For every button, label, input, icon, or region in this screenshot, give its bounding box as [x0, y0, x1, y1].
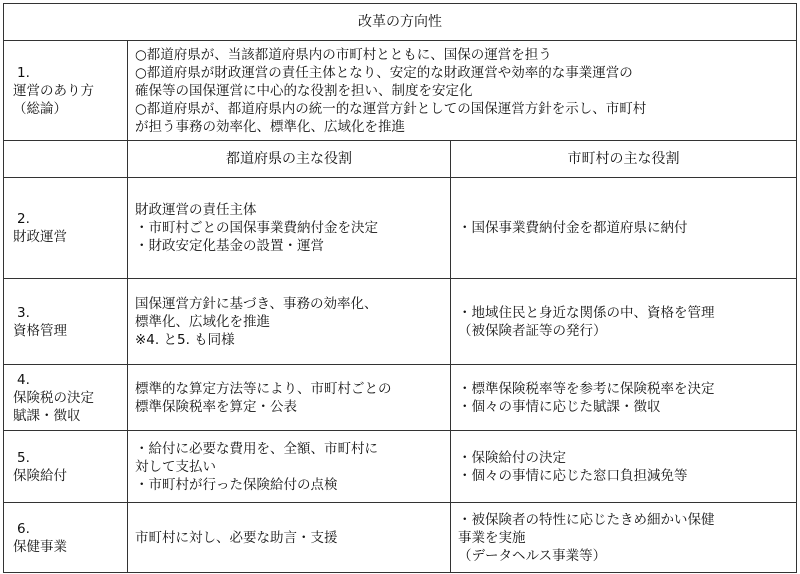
content-line: 国保運営方針に基づき、事務の効率化、 — [135, 295, 378, 312]
prefecture-role-cell — [128, 279, 451, 365]
municipality-role-cell — [451, 365, 797, 431]
row-label — [4, 365, 128, 431]
table-row — [4, 178, 797, 279]
content-line: 確保等の国保運営に中心的な役割を担い、制度を安定化 — [135, 82, 473, 99]
content-line: ・国保事業費納付金を都道府県に納付 — [458, 220, 688, 236]
content-line: （被保険者証等の発行） — [458, 322, 607, 339]
municipality-role-cell — [451, 279, 797, 365]
overview-content — [128, 41, 797, 141]
row-label-line: 運営のあり方 — [13, 82, 94, 99]
prefecture-role-cell — [128, 431, 451, 503]
table-row — [4, 365, 797, 431]
table-row — [4, 431, 797, 503]
row-label — [4, 178, 128, 279]
row-number: 1. — [17, 64, 30, 81]
column-header-municipality: 市町村の主な役割 — [451, 141, 797, 178]
row-label — [4, 503, 128, 573]
overview-label — [4, 41, 128, 141]
row-number: 4. — [17, 371, 30, 388]
content-line: ・被保険者の特性に応じたきめ細かい保健 — [458, 511, 715, 528]
content-line: ・保険給付の決定 — [458, 449, 566, 466]
content-line: 財政運営の責任主体 — [135, 202, 257, 218]
content-line: が担う事務の効率化、標準化、広域化を推進 — [135, 118, 405, 135]
content-line: 対して支払い — [135, 458, 216, 475]
municipality-role-cell — [451, 431, 797, 503]
municipality-role-cell — [451, 503, 797, 573]
content-line: ・個々の事情に応じた賦課・徴収 — [458, 398, 661, 415]
row-number: 2. — [17, 211, 30, 227]
content-line: ・市町村ごとの国保事業費納付金を決定 — [135, 220, 378, 236]
prefecture-role-cell — [128, 365, 451, 431]
row-label-line: 賦課・徴収 — [13, 407, 81, 424]
content-line: ○都道府県が財政運営の責任主体となり、安定的な財政運営や効率的な事業運営の — [135, 64, 633, 81]
column-header-prefecture: 都道府県の主な役割 — [128, 141, 451, 178]
content-line: 標準的な算定方法等により、市町村ごとの — [135, 380, 392, 397]
reform-direction-table-frame — [3, 3, 796, 570]
content-line: 事業を実施 — [458, 529, 526, 546]
row-number: 3. — [17, 304, 30, 321]
table-row — [4, 503, 797, 573]
row-label-line: 財政運営 — [13, 229, 67, 245]
row-label-line: （総論） — [13, 100, 67, 117]
content-line: ・地域住民と身近な関係の中、資格を管理 — [458, 304, 715, 321]
prefecture-role-cell — [128, 178, 451, 279]
table-title: 改革の方向性 — [4, 4, 797, 41]
content-line: ・個々の事情に応じた窓口負担減免等 — [458, 467, 688, 484]
row-number: 5. — [17, 449, 30, 466]
content-line: ・標準保険税率等を参考に保険税率を決定 — [458, 380, 715, 397]
municipality-role-cell — [451, 178, 797, 279]
content-line: 市町村に対し、必要な助言・支援 — [135, 529, 338, 546]
content-line: ※4. と5. も同様 — [135, 331, 235, 348]
prefecture-role-cell — [128, 503, 451, 573]
content-line: ○都道府県が、都道府県内の統一的な運営方針としての国保運営方針を示し、市町村 — [135, 100, 647, 117]
content-line: 標準保険税率を算定・公表 — [135, 398, 297, 415]
row-label — [4, 279, 128, 365]
content-line: （データヘルス事業等） — [458, 547, 607, 564]
column-header-blank — [4, 141, 128, 178]
row-label-line: 資格管理 — [13, 322, 67, 339]
row-label — [4, 431, 128, 503]
content-line: ・給付に必要な費用を、全額、市町村に — [135, 440, 378, 457]
row-number: 6. — [17, 520, 30, 537]
content-line: ・市町村が行った保険給付の点検 — [135, 476, 338, 493]
content-line: 標準化、広域化を推進 — [135, 313, 270, 330]
content-line: ○都道府県が、当該都道府県内の市町村とともに、国保の運営を担う — [135, 46, 552, 63]
row-label-line: 保険税の決定 — [13, 389, 94, 406]
row-label-line: 保険給付 — [13, 467, 67, 484]
reform-direction-table — [3, 3, 797, 573]
row-label-line: 保健事業 — [13, 538, 67, 555]
table-row — [4, 279, 797, 365]
content-line: ・財政安定化基金の設置・運営 — [135, 238, 324, 254]
